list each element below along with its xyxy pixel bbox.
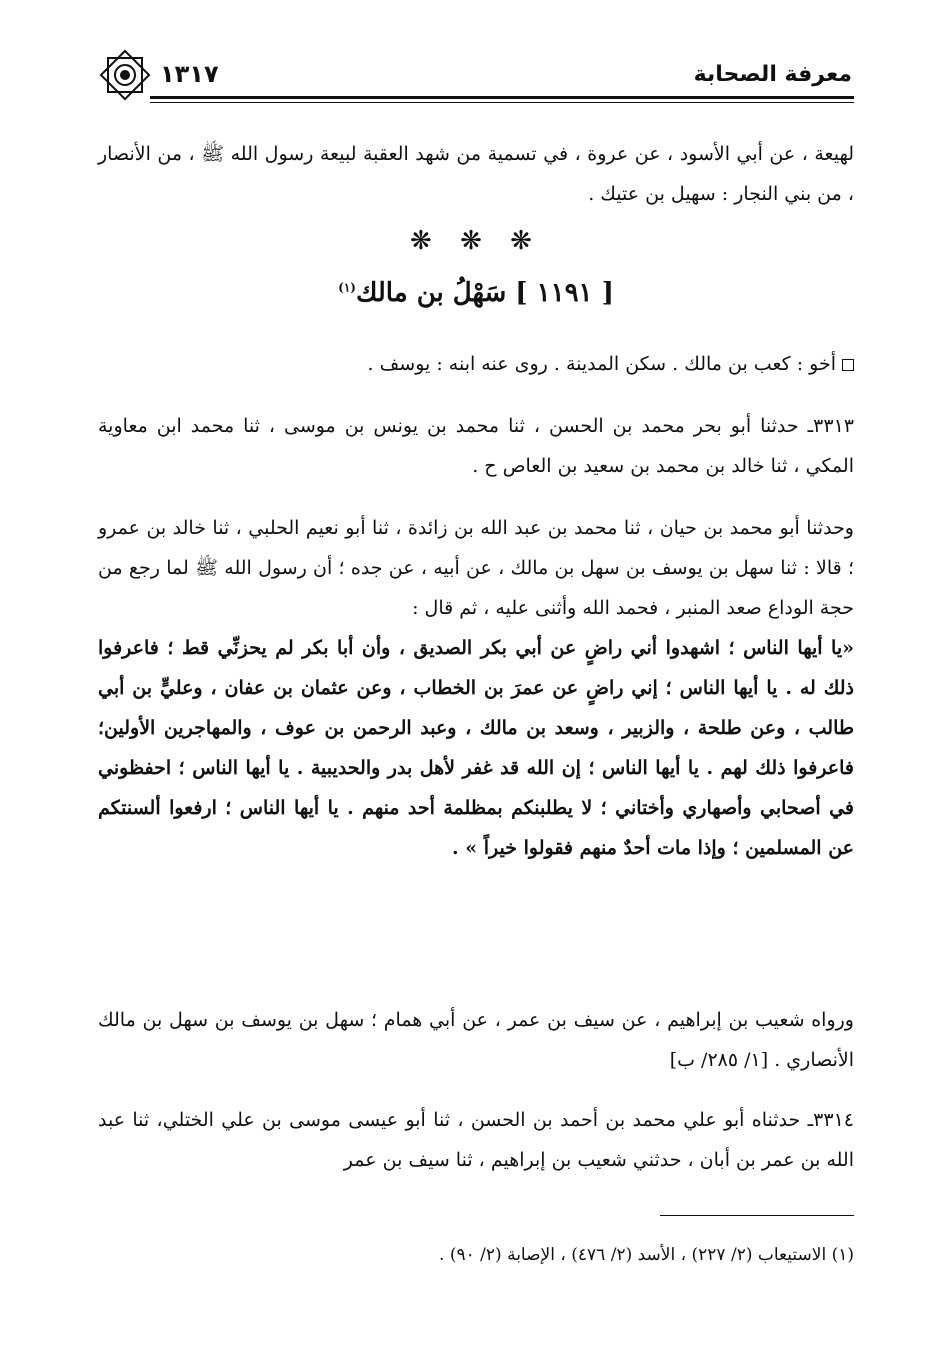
section-separator: ❋ ❋ ❋ [410,226,542,256]
header-rule [150,96,854,99]
hadith-3313-riwaya: ورواه شعيب بن إبراهيم ، عن سيف بن عمر ، عن أبي همام ؛ سهل بن يوسف بن سهل بن مالك الأنصاري . [١/ ٢٨٥/ ب] [98,1009,854,1071]
footnote: (١) الاستيعاب (٢/ ٢٢٧) ، الأسد (٢/ ٤٧٦) ، الإصابة (٢/ ٩٠) . [439,1245,854,1265]
continuation-paragraph: لهيعة ، عن أبي الأسود ، عن عروة ، في تسمية من شهد العقبة لبيعة رسول الله ﷺ ، من الأنصار ، من بني النجار : سهيل بن عتيك . [98,143,854,205]
hadith-3313-matn: «يا أيها الناس ؛ اشهدوا أني راضٍ عن أبي بكر الصديق ، وأن أبا بكر لم يحزنِّي قط ؛ فاعرفوا ذلك له . يا أيها الناس ؛ إني راضٍ عن عمرَ بن الخطاب ، وعن عثمان بن عفان ، وعليٍّ بن أبي طالب ، وعن طلحة ، والزبير ، وسعد بن مالك ، وعبد الرحمن بن عوف ، والمهاجرين الأولين؛ فاعرفوا ذلك لهم . يا أيها الناس ؛ إن الله قد غفر لأهل بدر والحديبية . يا أيها الناس ؛ احفظوني في أصحابي وأصهاري وأختاني ؛ لا يطلبنكم بمظلمة أحد منهم . يا أيها الناس ؛ ارفعوا ألسنتكم عن المسلمين ؛ وإذا مات أحدٌ منهم فقولوا خيراً » . [98,637,854,859]
hadith-3313-chain-1: ٣٣١٣ـ حدثنا أبو بحر محمد بن الحسن ، ثنا محمد بن يونس بن موسى ، ثنا محمد ابن معاوية المكي ، ثنا خالد بن محمد بن سعيد بن العاص ح . [98,415,854,477]
footnote-rule [660,1215,854,1216]
entry-number: [ ١١٩١ ] [515,278,614,308]
hadith-3314: ٣٣١٤ـ حدثناه أبو علي محمد بن أحمد بن الحسن ، ثنا أبو عيسى موسى بن علي الختلي، ثنا عبد الله بن عمر بن أبان ، حدثني شعيب بن إبراهيم ، ثنا سيف بن عمر [98,1109,854,1171]
page-number: ١٣١٧ [160,60,219,88]
footnote-marker: (١) [338,280,356,295]
hadith-3313-chain-2: وحدثنا أبو محمد بن حيان ، ثنا محمد بن عبد الله بن زائدة ، ثنا أبو نعيم الحلبي ، ثنا خالد بن عمرو ؛ قالا : ثنا سهل بن يوسف بن سهل بن مالك ، عن أبيه ، عن جده ؛ أن رسول الله ﷺ لما رجع من حجة الوداع صعد المنبر ، فحمد الله وأثنى عليه ، ثم قال : [98,517,854,619]
star-ornament-icon [96,46,154,104]
running-header-title: معرفة الصحابة [693,62,852,87]
header-rule-thin [150,102,854,103]
entry-name: سَهْلُ بن مالك [355,278,507,308]
bio-text: أخو : كعب بن مالك . سكن المدينة . روى عنه ابنه : يوسف . [367,353,836,375]
checkbox-icon [842,359,854,371]
bio-paragraph [98,344,854,384]
entry-heading [98,278,854,308]
